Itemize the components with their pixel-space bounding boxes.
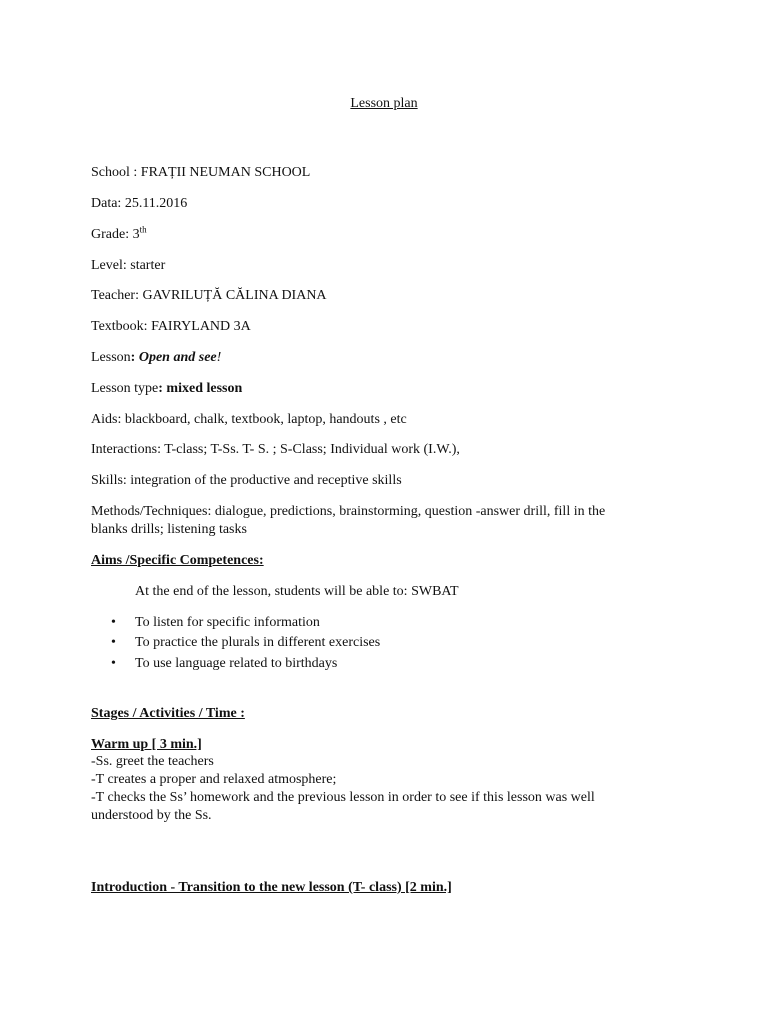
aims-list-item: To use language related to birthdays	[135, 656, 338, 671]
date-field: Data: 25.11.2016	[91, 196, 188, 211]
aims-list-item: To listen for specific information	[135, 615, 320, 630]
warmup-line: -Ss. greet the teachers	[91, 754, 214, 769]
aids-field: Aids: blackboard, chalk, textbook, laptop, handouts , etc	[91, 412, 407, 427]
lesson-type-label: Lesson type	[91, 381, 159, 396]
grade-field	[91, 226, 147, 244]
lesson-type-field	[91, 380, 242, 398]
lesson-field	[91, 349, 221, 367]
aims-heading: Aims /Specific Competences:	[91, 553, 264, 568]
bullet-icon: •	[111, 635, 116, 650]
lesson-value: Open and see	[138, 350, 217, 365]
grade-superscript: th	[139, 224, 147, 235]
school-field: School : FRAȚII NEUMAN SCHOOL	[91, 165, 311, 180]
warmup-heading: Warm up [ 3 min.]	[91, 737, 202, 752]
methods-line-2: blanks drills; listening tasks	[91, 522, 247, 537]
lesson-type-value: : mixed lesson	[158, 381, 243, 396]
introduction-heading: Introduction - Transition to the new lesson (T- class) [2 min.]	[91, 880, 452, 895]
methods-line-1: Methods/Techniques: dialogue, predictions, brainstorming, question -answer drill, fill in the	[91, 504, 606, 519]
lesson-label: Lesson	[91, 350, 131, 365]
grade-label: Grade: 3	[91, 227, 140, 242]
page-title: Lesson plan	[350, 96, 418, 111]
warmup-line: understood by the Ss.	[91, 808, 212, 823]
stages-heading: Stages / Activities / Time :	[91, 706, 245, 721]
warmup-line: -T checks the Ss’ homework and the previous lesson in order to see if this lesson was well	[91, 790, 595, 805]
warmup-line: -T creates a proper and relaxed atmosphere;	[91, 772, 337, 787]
interactions-field: Interactions: T-class; T-Ss. T- S. ; S-Class; Individual work (I.W.),	[91, 442, 460, 457]
lesson-colon: :	[130, 350, 139, 365]
textbook-field: Textbook: FAIRYLAND 3A	[91, 319, 251, 334]
lesson-end: !	[216, 350, 222, 365]
skills-field: Skills: integration of the productive and receptive skills	[91, 473, 402, 488]
bullet-icon: •	[111, 615, 116, 630]
aims-intro: At the end of the lesson, students will be able to: SWBAT	[135, 584, 459, 599]
teacher-field: Teacher: GAVRILUȚĂ CĂLINA DIANA	[91, 288, 327, 303]
bullet-icon: •	[111, 656, 116, 671]
aims-list-item: To practice the plurals in different exercises	[135, 635, 381, 650]
level-field: Level: starter	[91, 258, 166, 273]
